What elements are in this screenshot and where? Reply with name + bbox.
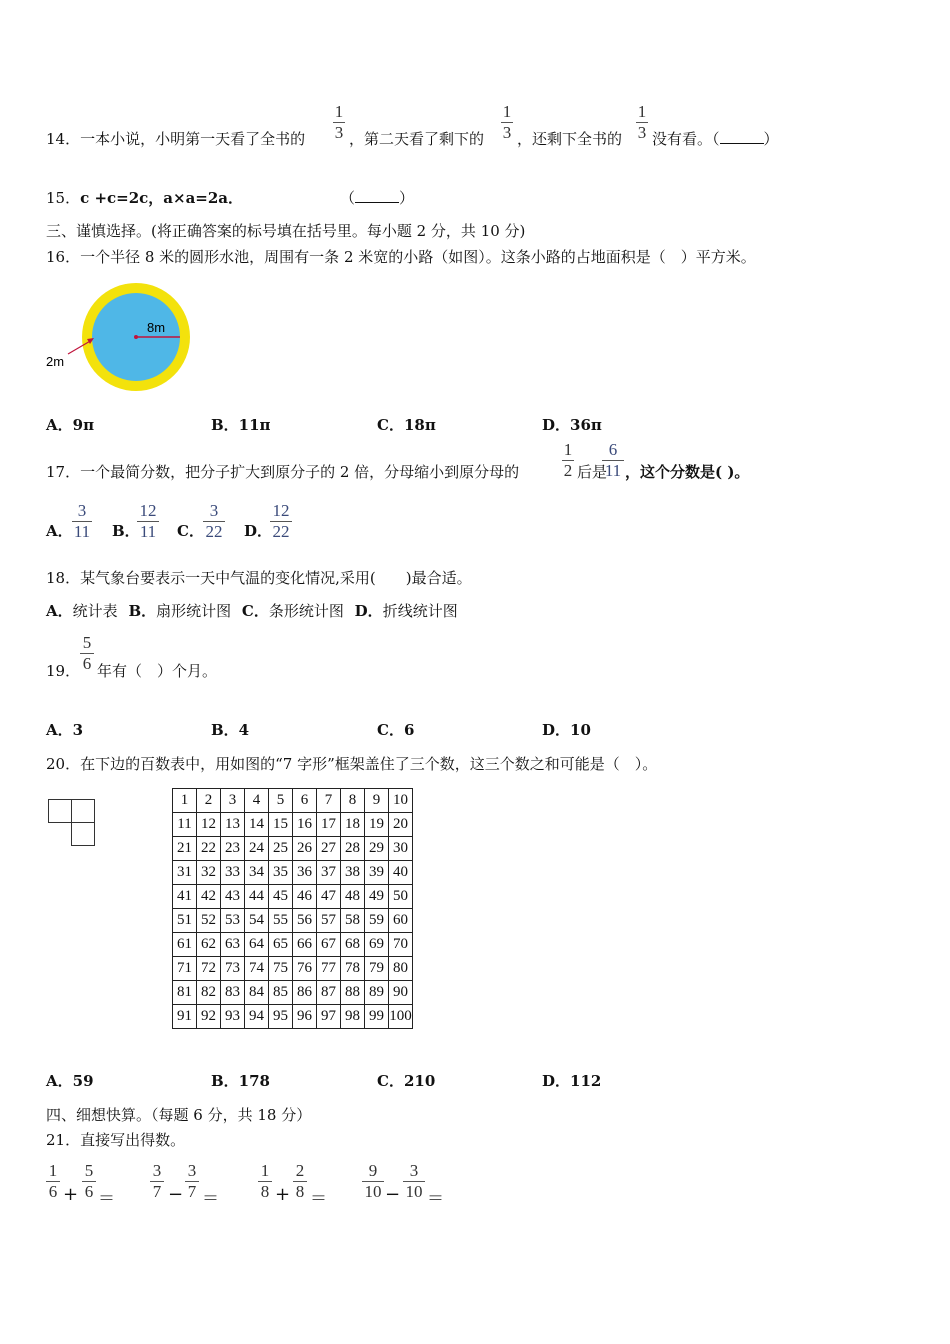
hundred-chart-cell: 58 [341, 909, 365, 933]
hundred-chart-cell: 28 [341, 837, 365, 861]
q19-option-d[interactable]: D．10 [542, 721, 591, 739]
hundred-chart-cell: 35 [269, 861, 293, 885]
hundred-chart-cell: 31 [173, 861, 197, 885]
hundred-chart-cell: 57 [317, 909, 341, 933]
hundred-chart-cell: 63 [221, 933, 245, 957]
hundred-chart-cell: 16 [293, 813, 317, 837]
hundred-chart-cell: 73 [221, 957, 245, 981]
hundred-chart-cell: 14 [245, 813, 269, 837]
hundred-chart-cell: 18 [341, 813, 365, 837]
hundred-chart-cell: 81 [173, 981, 197, 1005]
hundred-chart-cell: 44 [245, 885, 269, 909]
q18-option-c-label[interactable]: C． [241, 602, 269, 620]
hundred-chart-cell: 41 [173, 885, 197, 909]
hundred-chart-cell: 52 [197, 909, 221, 933]
hundred-chart-cell: 60 [389, 909, 413, 933]
hundred-chart-cell: 7 [317, 789, 341, 813]
hundred-chart-cell: 90 [389, 981, 413, 1005]
hundred-chart-cell: 59 [365, 909, 389, 933]
hundred-chart-cell: 71 [173, 957, 197, 981]
hundred-chart-cell: 23 [221, 837, 245, 861]
q17-option-c-fraction: 3 22 [203, 502, 225, 541]
hundred-chart-cell: 96 [293, 1005, 317, 1029]
hundred-chart-cell: 79 [365, 957, 389, 981]
hundred-chart-cell: 51 [173, 909, 197, 933]
hundred-chart-cell: 47 [317, 885, 341, 909]
pond-diagram [44, 280, 204, 395]
hundred-chart-cell: 93 [221, 1005, 245, 1029]
hundred-chart-cell: 94 [245, 1005, 269, 1029]
q14-text-3: ，还剩下全书的 [517, 130, 623, 148]
hundred-chart-cell: 27 [317, 837, 341, 861]
q14-fraction-3: 1 3 [637, 102, 647, 142]
hundred-chart-cell: 86 [293, 981, 317, 1005]
hundred-chart-cell: 97 [317, 1005, 341, 1029]
hundred-chart-cell: 48 [341, 885, 365, 909]
q18-option-b[interactable]: 扇形统计图 [156, 602, 232, 620]
hundred-chart-cell: 22 [197, 837, 221, 861]
hundred-chart-cell: 25 [269, 837, 293, 861]
hundred-chart-cell: 85 [269, 981, 293, 1005]
q14-line: 14．一本小说，小明第一天看了全书的 [46, 130, 306, 148]
hundred-chart-cell: 53 [221, 909, 245, 933]
q18-option-d-label[interactable]: D． [354, 602, 383, 620]
q21-line: 21．直接写出得数。 [46, 1131, 186, 1149]
q17-fraction-half: 1 2 [563, 440, 573, 480]
hundred-chart-cell: 55 [269, 909, 293, 933]
hundred-chart-cell: 21 [173, 837, 197, 861]
hundred-chart-cell: 87 [317, 981, 341, 1005]
q20-option-b[interactable]: B．178 [211, 1072, 270, 1090]
hundred-chart-cell: 78 [341, 957, 365, 981]
q14-fraction-1: 1 3 [334, 102, 344, 142]
q18-option-b-label[interactable]: B． [128, 602, 157, 620]
hundred-chart-cell: 61 [173, 933, 197, 957]
hundred-chart-cell: 38 [341, 861, 365, 885]
hundred-chart-cell: 2 [197, 789, 221, 813]
hundred-chart-cell: 65 [269, 933, 293, 957]
q18-option-c[interactable]: 条形统计图 [268, 602, 344, 620]
hundred-chart-cell: 91 [173, 1005, 197, 1029]
hundred-chart-cell: 17 [317, 813, 341, 837]
q19-text: 年有（ ）个月。 [97, 662, 218, 680]
hundred-chart-cell: 42 [197, 885, 221, 909]
hundred-chart-cell: 92 [197, 1005, 221, 1029]
q20-option-d[interactable]: D．112 [542, 1072, 602, 1090]
q16-option-d[interactable]: D．36π [542, 416, 602, 434]
hundred-chart-cell: 46 [293, 885, 317, 909]
q17-option-d-fraction: 12 22 [270, 502, 292, 541]
hundred-chart-cell: 20 [389, 813, 413, 837]
hundred-chart-cell: 24 [245, 837, 269, 861]
hundred-chart-cell: 83 [221, 981, 245, 1005]
hundred-chart-cell: 69 [365, 933, 389, 957]
section-3-title: 三、谨慎选择。(将正确答案的标号填在括号里。每小题 2 分，共 10 分) [46, 222, 526, 240]
hundred-chart-cell: 67 [317, 933, 341, 957]
hundred-chart-cell: 36 [293, 861, 317, 885]
hundred-chart-cell: 12 [197, 813, 221, 837]
q19-option-a[interactable]: A．3 [46, 721, 84, 739]
hundred-chart-cell: 33 [221, 861, 245, 885]
hundred-chart-cell: 89 [365, 981, 389, 1005]
q14-fraction-2: 1 3 [502, 102, 512, 142]
q19-option-c[interactable]: C．6 [377, 721, 415, 739]
hundred-chart-cell: 9 [365, 789, 389, 813]
q17-line: 17．一个最简分数，把分子扩大到原分子的 2 倍，分母缩小到原分母的 [46, 463, 520, 481]
q20-option-c[interactable]: C．210 [377, 1072, 436, 1090]
q17-option-d-label[interactable]: D． [244, 522, 273, 540]
width-label: 2m [46, 354, 65, 369]
hundred-chart-cell: 64 [245, 933, 269, 957]
hundred-chart-cell: 74 [245, 957, 269, 981]
radius-label: 8m [147, 320, 166, 335]
q17-text-2: 后是 [577, 463, 608, 481]
hundred-chart-cell: 84 [245, 981, 269, 1005]
q17-fraction-result: 6 11 [602, 441, 624, 480]
q16-option-c[interactable]: C．18π [377, 416, 436, 434]
hundred-chart-cell: 40 [389, 861, 413, 885]
hundred-chart-cell: 77 [317, 957, 341, 981]
hundred-chart-cell: 32 [197, 861, 221, 885]
hundred-chart-cell: 15 [269, 813, 293, 837]
hundred-chart-cell: 39 [365, 861, 389, 885]
hundred-chart-cell: 56 [293, 909, 317, 933]
hundred-chart-cell: 100 [389, 1005, 413, 1029]
hundred-chart-cell: 76 [293, 957, 317, 981]
q17-text-3: ，这个分数是( )。 [625, 463, 750, 481]
q17-option-a-label[interactable]: A． [46, 522, 73, 540]
hundred-chart-cell: 3 [221, 789, 245, 813]
hundred-chart-cell: 49 [365, 885, 389, 909]
q19-num: 19． [46, 662, 81, 680]
hundred-chart-cell: 99 [365, 1005, 389, 1029]
q14-text-4: 没有看。（ ） [652, 130, 779, 148]
q17-option-c-label[interactable]: C． [177, 522, 204, 540]
q19-option-b[interactable]: B．4 [211, 721, 250, 739]
hundred-chart-cell: 88 [341, 981, 365, 1005]
hundred-chart-cell: 70 [389, 933, 413, 957]
hundred-chart-cell: 98 [341, 1005, 365, 1029]
hundred-chart-cell: 19 [365, 813, 389, 837]
hundred-chart-cell: 82 [197, 981, 221, 1005]
q17-option-a-fraction: 3 11 [73, 501, 91, 541]
hundred-chart-cell: 72 [197, 957, 221, 981]
hundred-chart-cell: 6 [293, 789, 317, 813]
hundred-chart-cell: 10 [389, 789, 413, 813]
q18-line: 18．某气象台要表示一天中气温的变化情况,采用( )最合适。 [46, 569, 472, 587]
hundred-chart-cell: 43 [221, 885, 245, 909]
hundred-chart-cell: 4 [245, 789, 269, 813]
q17-option-b-fraction: 12 11 [137, 502, 159, 541]
q20-option-a[interactable]: A．59 [46, 1072, 94, 1090]
answer-blank[interactable] [355, 190, 399, 203]
hundred-chart-cell: 66 [293, 933, 317, 957]
hundred-chart-cell: 26 [293, 837, 317, 861]
q18-options [46, 600, 458, 621]
q15-answer: （ ） [340, 189, 415, 207]
hundred-chart-cell: 45 [269, 885, 293, 909]
hundred-chart-cell: 30 [389, 837, 413, 861]
hundred-chart-cell: 34 [245, 861, 269, 885]
hundred-chart-cell: 5 [269, 789, 293, 813]
q18-option-d[interactable]: 折线统计图 [382, 602, 458, 620]
hundred-chart-cell: 62 [197, 933, 221, 957]
q18-option-a[interactable]: 统计表 [72, 602, 118, 620]
q16-line: 16．一个半径 8 米的圆形水池，周围有一条 2 米宽的小路（如图）。这条小路的占地面积是（ ）平方米。 [46, 248, 756, 266]
q18-option-a-label[interactable]: A． [46, 602, 73, 620]
hundred-chart-cell: 11 [173, 813, 197, 837]
q16-option-a[interactable]: A．9π [46, 416, 95, 434]
q15-line: 15．c +c=2c，a×a=2a． [46, 189, 244, 207]
hundred-chart [172, 788, 413, 1029]
hundred-chart-cell: 54 [245, 909, 269, 933]
hundred-chart-cell: 80 [389, 957, 413, 981]
q17-option-b-label[interactable]: B． [112, 522, 140, 540]
q14-text-2: ，第二天看了剩下的 [349, 130, 485, 148]
hundred-chart-cell: 29 [365, 837, 389, 861]
hundred-chart-cell: 75 [269, 957, 293, 981]
answer-blank[interactable] [720, 131, 764, 144]
q20-line: 20．在下边的百数表中，用如图的“7 字形”框架盖住了三个数，这三个数之和可能是（ ）。 [46, 755, 658, 773]
q19-fraction: 5 6 [80, 634, 94, 673]
section-4-title: 四、细想快算。（每题 6 分，共 18 分） [46, 1106, 312, 1124]
hundred-chart-cell: 8 [341, 789, 365, 813]
hundred-chart-cell: 68 [341, 933, 365, 957]
q16-option-b[interactable]: B．11π [211, 416, 271, 434]
hundred-chart-cell: 50 [389, 885, 413, 909]
hundred-chart-cell: 37 [317, 861, 341, 885]
hundred-chart-cell: 95 [269, 1005, 293, 1029]
hundred-chart-cell: 13 [221, 813, 245, 837]
hundred-chart-cell: 1 [173, 789, 197, 813]
